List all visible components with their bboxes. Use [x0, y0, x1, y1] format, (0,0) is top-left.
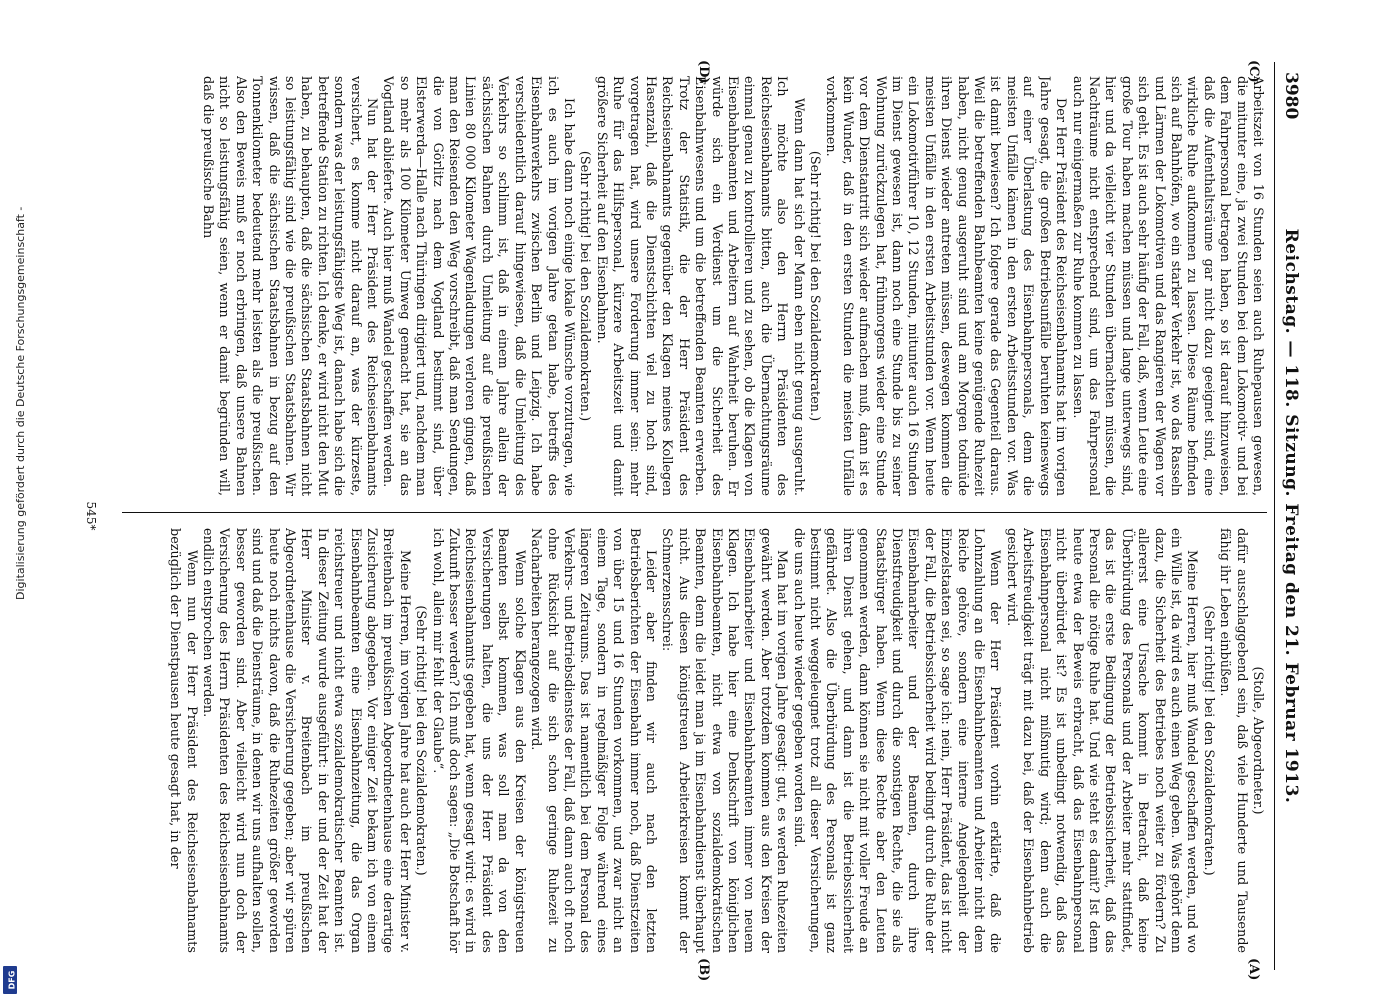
margin-mark-b: (B) [696, 958, 711, 982]
column-divider [122, 512, 1267, 513]
interjection: (Sehr richtig! bei den Sozialdemokraten.) [577, 150, 593, 422]
margin-mark-a: (A) [1246, 958, 1261, 981]
interjection: (Sehr richtig! bei den Sozialdemokraten.) [413, 605, 429, 876]
scanned-page [80, 60, 1305, 982]
paragraph: Wenn solche Klagen aus den Kreisen der königstreuen Beamten selbst kommen, was soll man da von den Versicherungen halten, die uns der Herr Präsident des Reichseisenbahnamts gegeben hat, wenn gesagt wird: es wird in Zukunft besser werden? Ich muß doch sagen: „Die Botschaft hör ich wohl, allein mir fehlt der Glaube“. [429, 528, 527, 953]
speaker-label: (Stolle, Abgeordneter.) [1250, 666, 1265, 815]
left-column [125, 76, 1265, 496]
digitization-notice: Digitalisierung gefördert durch die Deutsche Forschungsgemeinschaft - [14, 206, 27, 600]
interjection: (Sehr richtig! bei den Sozialdemokraten.) [807, 150, 823, 422]
paragraph: Nun hat der Herr Präsident des Reichseisenbahnamts versichert, es komme nicht darauf an, was der kürzeste, sondern was der leistungsfähigste Weg ist, danach habe sich die betreffende Station zu richten. Ich denke, er wird nicht den Mut haben, zu behaupten, daß die sächsischen Staatsbahnen nicht so leistungsfähig sind wie die preußischen Staatsbahnen. Wir wissen, daß die sächsischen Staatsbahnen in bezug auf den Tonnenkilometer bedeutend mehr leisten als die preußischen. Also den Beweis muß er noch erbringen, daß unsere Bahnen nicht so leistungsfähig seien, wenn er damit begründen will, daß die preußische Bahn [200, 76, 380, 496]
margin-mark-d: (D) [696, 60, 711, 84]
paragraph: Arbeitszeit von 16 Stunden seien auch Ruhepausen gewesen, die mitunter eine, ja zwei Stunden bei dem Lokomotiv- und bei dem Fahrpersonal betragen haben, so ist darauf hinzuweisen, daß die Aufenthaltsräume gar nicht dazu geeignet sind, eine wirkliche Ruhe aufkommen zu lassen. Diese Räume befinden sich auf Bahnhöfen, wo ein starker Verkehr ist, wo das Rasseln und Lärmen der Lokomotiven und das Rangieren der Wagen vor sich geht. Es ist auch sehr häufig der Fall, daß, wenn Leute eine große Tour haben machen müssen und lange unterwegs sind, hier und da vielleicht vier Stunden übernachten müssen, die Nachträume nicht entsprechend sind, um das Fahrpersonal auch nur einigermaßen zur Ruhe kommen zu lassen. [1069, 76, 1265, 496]
paragraph: Ich habe dann noch einige lokale Wünsche vorzutragen, wie ich es auch im vorigen Jahre getan habe, betreffs des Eisenbahnverkehrs zwischen Berlin und Leipzig. Ich habe verschiedentlich darauf hingewiesen, daß die Umleitung des Verkehrs so schlimm ist, daß in einem Jahre allein der sächsischen Bahnen durch Umleitung auf die preußischen Linien 80 000 Kilometer Wagenladungen verloren gingen, daß man den Reisenden den Weg vorschreibt, daß man Sendungen, die von Görlitz nach dem Vogtland bestimmt sind, über Elsterwerda—Halle nach Thüringen dirigiert und, nachdem man so mehr als 100 Kilometer Umweg gemacht hat, sie an das Vogtland ablieferte. Auch hier muß Wandel geschaffen werden. [380, 76, 576, 496]
signature-mark: 545* [84, 501, 98, 531]
paragraph: Der Herr Präsident des Reichseisenbahnamts hat im vorigen Jahre gesagt, die großen Betriebsunfälle beruhten keineswegs auf einer Überlastung des Eisenbahnpersonals, denn die meisten Unfälle kämen in den ersten Arbeitsstunden vor. Was ist damit bewiesen? Ich folgere gerade das Gegenteil daraus. Weil die betreffenden Bahnbeamten keine genügende Ruhezeit haben, nicht genug ausgeruht sind und am Morgen todmüde ihren Dienst wieder antreten müssen, deswegen kommen die meisten Unfälle in den ersten Arbeitsstunden vor. Wenn heute ein Lokomotivführer 10, 12 Stunden, mitunter auch 16 Stunden im Dienst gewesen ist, dann noch eine Stunde bis zu seiner Wohnung zurückzulegen hat, frühmorgens wieder eine Stunde vor dem Dienstantritt sich wieder aufmachen muß, dann ist es kein Wunder, daß in den ersten Stunden die meisten Unfälle vorkommen. [823, 76, 1069, 496]
paragraph: Wenn der Herr Präsident vorhin erklärte, daß die Lohnzahlung an die Eisenbahnbeamten und Arbeiter nicht dem Reiche gehöre, sondern eine interne Angelegenheit der Einzelstaaten sei, so sage ich: nein, Herr Präsident, das ist nicht der Fall, die Betriebssicherheit wird bedingt durch die Ruhe der Eisenbahnarbeiter und der Beamten, durch ihre Dienstfreudigkeit und durch die sonstigen Rechte, die sie als Staatsbürger haben. Wenn diese Rechte aber den Leuten genommen werden, dann können sie nicht mit voller Freude an ihren Dienst gehen, und dann ist die Betriebssicherheit gefährdet. Also die Überbürdung des Personals ist ganz bestimmt nicht weggeleugnet trotz all dieser Versicherungen, die uns auch heute wieder gegeben worden sind. [790, 528, 1003, 953]
interjection: (Sehr richtig! bei den Sozialdemokraten.) [1200, 605, 1216, 876]
dfg-logo-icon: DFG [3, 966, 17, 994]
quotation: Leider aber finden wir auch nach den letzten Betriebsberichten der Eisenbahn immer noch, daß Dienstzeiten von über 15 und 16 Stunden vorkommen, und zwar nicht an einem Tage, sondern in regelmäßiger Folge während eines längeren Zeitraums. Das ist namentlich bei dem Personal des Verkehrs- und Betriebsdienstes der Fall, daß dann auch oft noch ohne Rücksicht auf die sich schon geringe Ruhezeit zu Nacharbeiten herangezogen wird. [528, 528, 658, 953]
running-title: Reichstag. — 118. Sitzung. Freitag den 21. Februar 1913. [1281, 228, 1301, 804]
margin-mark-c: (C) [1246, 60, 1261, 83]
paragraph: dafür ausschlaggebend sein, daß viele Hunderte und Tausende fähig ihr Leben einbüßen. [1217, 528, 1249, 953]
page-header [1275, 62, 1305, 970]
header-rule [1274, 62, 1275, 970]
paragraph: Meine Herren, hier muß Wandel geschaffen werden, und wo ein Wille ist, da wird es auch einen Weg geben. Was gehört denn dazu, die Sicherheit des Betriebes noch weiter zu fördern? Zu allererst eine Ursache kommt in Betracht, daß keine Überbürdung des Personals und der Arbeiter mehr stattfindet, das ist die erste Bedingung der Betriebssicherheit, daß das Personal die nötige Ruhe hat. Und wie steht es damit? Ist denn heute etwa der Beweis erbracht, daß das Eisenbahnpersonal nicht überbürdet ist? Es ist unbedingt notwendig, daß das Eisenbahnpersonal nicht mißmutig wird; denn auch die Arbeitsfreudigkeit trägt mit dazu bei, daß der Eisenbahnbetrieb gesichert wird. [1003, 528, 1200, 953]
paragraph: Wenn dann hat sich der Mann eben nicht genug ausgeruht. Ich möchte also den Herrn Präsidenten des Reichseisenbahnamts bitten, auch die Übernachtungsräume einmal genau zu kontrollieren und zu sehen, ob die Klagen von Eisenbahnbeamten und Arbeitern auf Wahrheit beruhen. Er würde sich ein Verdienst um die Sicherheit des Eisenbahnwesens und um die betreffenden Beamten erwerben. Trotz der Statistik, die der Herr Präsident des Reichseisenbahnamts gegenüber den Klagen meines Kollegen Hasenzahl, daß die Dienstschichten viel zu hoch sind, vorgetragen hat, wird unsere Forderung immer sein: mehr Ruhe für das Hilfspersonal, kürzere Arbeitszeit und damit größere Sicherheit auf den Eisenbahnen. [593, 76, 806, 496]
paragraph: Man hat im vorigen Jahre gesagt: gut, es werden Ruhezeiten gewährt werden. Aber trotzdem kommen aus den Kreisen der Eisenbahnarbeiter und Eisenbahnbeamten immer von neuem Klagen. Ich habe hier eine Denkschrift von königlichen Eisenbahnbeamten, nicht etwa von sozialdemokratischen Beamten, denn die leidet man ja im Eisenbahndienst überhaupt nicht. Aus diesen königstreuen Arbeiterkreisen kommt der Schmerzensschrei: [659, 528, 790, 953]
right-column [125, 528, 1265, 953]
page-number: 3980 [1281, 72, 1301, 120]
digitization-sidebar [0, 0, 27, 1000]
paragraph: Wenn nun der Herr Präsident des Reichseisenbahnamts bezüglich der Dienstpausen heute gesagt hat, in der [167, 528, 199, 953]
paragraph: Meine Herren, im vorigen Jahre hat auch der Herr Minister v. Breitenbach im preußischen Abgeordnetenhause eine derartige Zusicherung abgegeben. Vor einiger Zeit bekam ich von einem Eisenbahnbeamten eine Eisenbahnzeitung, die das Organ reichstreuer und nicht etwa sozialdemokratischer Beamten ist. In dieser Zeitung wurde ausgeführt: in der und der Zeit hat der Herr Minister v. Breitenbach im preußischen Abgeordnetenhause die Versicherung gegeben; aber wir spüren heute noch nichts davon, daß die Ruhezeiten größer geworden sind und daß die Diensträume, in denen wir uns aufhalten sollen, besser geworden sind. Aber vielleicht wird nun doch der Versicherung des Herrn Präsidenten des Reichseisenbahnamts endlich entsprochen werden. [200, 528, 412, 953]
